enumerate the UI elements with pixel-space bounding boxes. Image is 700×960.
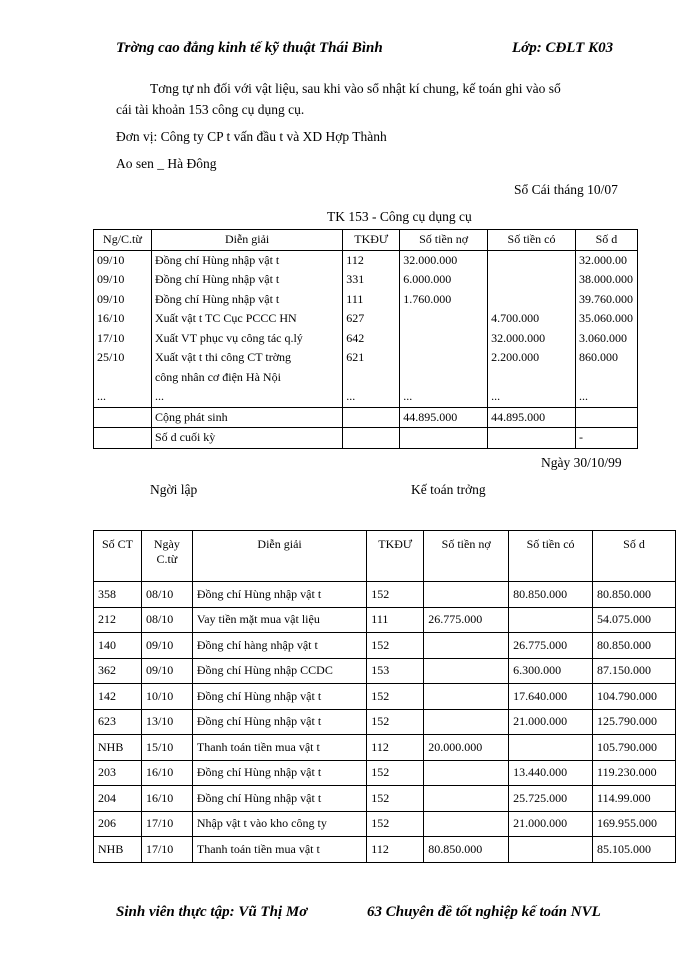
cell-account: 642 [343,329,400,349]
col-header-debit: Số tiền nợ [400,230,488,251]
cell-description: Đồng chí Hùng nhập vật t [151,250,342,270]
journal-cell-credit: 6.300.000 [509,658,593,684]
ledger-month: Sổ Cái tháng 10/07 [514,182,618,197]
journal-cell-balance: 119.230.000 [593,760,676,786]
journal-cell-account: 152 [367,582,424,608]
ledger-row [94,329,638,349]
journal-cell-balance: 80.850.000 [593,633,676,659]
journal-cell-doc-date: 17/10 [141,811,192,837]
journal-cell-description: Đồng chí Hùng nhập vật t [192,709,366,735]
ledger-row [94,387,638,407]
journal-cell-account: 152 [367,633,424,659]
journal-col-header-doc-no: Số CT [94,531,142,582]
cell-description: Đồng chí Hùng nhập vật t [151,290,342,310]
cell-balance: 860.000 [575,348,637,368]
journal-cell-credit: 21.000.000 [509,811,593,837]
journal-cell-doc-date: 09/10 [141,633,192,659]
journal-cell-account: 112 [367,837,424,863]
ledger-row [94,348,638,368]
journal-cell-balance: 87.150.000 [593,658,676,684]
cell-credit: 2.200.000 [488,348,576,368]
journal-cell-debit [424,811,509,837]
cell-debit [400,348,488,368]
cell-date: 09/10 [94,270,152,290]
journal-cell-debit: 80.850.000 [424,837,509,863]
journal-cell-description: Thanh toán tiền mua vật t [192,837,366,863]
cell-date: ... [94,387,152,407]
cell-date: 09/10 [94,250,152,270]
cell-debit [400,309,488,329]
cell-account: 331 [343,270,400,290]
ledger-row [94,407,638,428]
company-unit: Đơn vị: Công ty CP t vấn đầu t và XD Hợp Thành [116,129,387,144]
journal-cell-doc-no: NHB [94,837,142,863]
journal-row [94,786,676,812]
cell-debit: 44.895.000 [400,407,488,428]
cell-credit: 32.000.000 [488,329,576,349]
journal-col-header-debit: Số tiền nợ [424,531,509,582]
journal-cell-credit: 25.725.000 [509,786,593,812]
cell-debit: 6.000.000 [400,270,488,290]
journal-cell-doc-no: NHB [94,735,142,761]
cell-balance: 39.760.000 [575,290,637,310]
journal-table [93,530,676,863]
cell-balance: ... [575,387,637,407]
footer-topic: 63 Chuyên đề tốt nghiệp kế toán NVL [367,904,601,920]
journal-cell-credit: 21.000.000 [509,709,593,735]
journal-cell-doc-date: 16/10 [141,760,192,786]
journal-cell-account: 152 [367,786,424,812]
journal-cell-description: Đồng chí hàng nhập vật t [192,633,366,659]
journal-cell-balance: 125.790.000 [593,709,676,735]
ledger-row [94,428,638,449]
journal-cell-doc-date: 15/10 [141,735,192,761]
col-header-credit: Số tiền có [488,230,576,251]
journal-cell-doc-date: 08/10 [141,607,192,633]
journal-row [94,760,676,786]
journal-cell-description: Đồng chí Hùng nhập vật t [192,760,366,786]
journal-cell-account: 111 [367,607,424,633]
journal-row [94,811,676,837]
journal-row [94,633,676,659]
journal-cell-account: 152 [367,684,424,710]
journal-cell-debit [424,658,509,684]
cell-account [343,368,400,388]
ledger-row [94,309,638,329]
cell-debit [400,329,488,349]
ledger-row [94,290,638,310]
journal-col-header-description: Diễn giải [192,531,366,582]
cell-date: 09/10 [94,290,152,310]
journal-row [94,582,676,608]
cell-account: 111 [343,290,400,310]
cell-description: Xuất vật t thi công CT trờng [151,348,342,368]
cell-debit [400,428,488,449]
signature-date: Ngày 30/10/99 [541,455,622,470]
journal-cell-credit [509,735,593,761]
journal-col-header-credit: Số tiền có [509,531,593,582]
journal-cell-doc-no: 623 [94,709,142,735]
cell-debit: ... [400,387,488,407]
journal-cell-credit: 26.775.000 [509,633,593,659]
journal-cell-doc-no: 204 [94,786,142,812]
cell-description: ... [151,387,342,407]
col-header-date: Ng/C.từ [94,230,152,251]
journal-cell-doc-date: 10/10 [141,684,192,710]
journal-col-header-balance: Số d [593,531,676,582]
journal-cell-doc-no: 206 [94,811,142,837]
cell-account: 112 [343,250,400,270]
col-header-account: TKĐƯ [343,230,400,251]
journal-cell-doc-date: 13/10 [141,709,192,735]
journal-cell-debit: 26.775.000 [424,607,509,633]
cell-account: ... [343,387,400,407]
journal-row [94,735,676,761]
intro-line-2: cái tài khoản 153 công cụ dụng cụ. [116,102,305,117]
cell-balance [575,368,637,388]
chief-accountant-label: Kế toán trởng [411,482,486,497]
cell-description: công nhân cơ điện Hà Nội [151,368,342,388]
journal-cell-doc-date: 16/10 [141,786,192,812]
journal-cell-doc-no: 203 [94,760,142,786]
journal-cell-account: 153 [367,658,424,684]
col-header-description: Diễn giải [151,230,342,251]
cell-balance: - [575,428,637,449]
cell-date: 16/10 [94,309,152,329]
cell-account [343,407,400,428]
cell-debit [400,368,488,388]
journal-cell-doc-no: 212 [94,607,142,633]
journal-cell-balance: 80.850.000 [593,582,676,608]
journal-cell-doc-no: 362 [94,658,142,684]
ledger-row [94,368,638,388]
cell-account: 627 [343,309,400,329]
journal-cell-description: Đồng chí Hùng nhập vật t [192,582,366,608]
cell-description: Đồng chí Hùng nhập vật t [151,270,342,290]
cell-description: Xuất vật t TC Cục PCCC HN [151,309,342,329]
journal-cell-description: Thanh toán tiền mua vật t [192,735,366,761]
cell-date [94,407,152,428]
cell-credit [488,368,576,388]
footer-student: Sinh viên thực tập: Vũ Thị Mơ [116,904,308,920]
journal-cell-credit: 13.440.000 [509,760,593,786]
journal-cell-debit [424,582,509,608]
journal-cell-description: Đồng chí Hùng nhập vật t [192,786,366,812]
journal-cell-account: 152 [367,811,424,837]
journal-cell-balance: 114.99.000 [593,786,676,812]
cell-balance: 3.060.000 [575,329,637,349]
journal-cell-debit [424,633,509,659]
cell-description: Số d cuối kỳ [151,428,342,449]
cell-credit: 44.895.000 [488,407,576,428]
cell-balance: 32.000.00 [575,250,637,270]
journal-cell-doc-date: 09/10 [141,658,192,684]
journal-cell-doc-no: 358 [94,582,142,608]
journal-cell-balance: 85.105.000 [593,837,676,863]
journal-cell-balance: 169.955.000 [593,811,676,837]
cell-debit: 32.000.000 [400,250,488,270]
cell-description: Xuất VT phục vụ công tác q.lý [151,329,342,349]
cell-balance: 35.060.000 [575,309,637,329]
class-header: Lớp: CĐLT K03 [512,40,614,56]
journal-cell-doc-no: 142 [94,684,142,710]
cell-date: 25/10 [94,348,152,368]
ledger-row [94,250,638,270]
journal-cell-account: 112 [367,735,424,761]
journal-cell-description: Đồng chí Hùng nhập CCDC [192,658,366,684]
journal-cell-account: 152 [367,760,424,786]
journal-row [94,709,676,735]
cell-account [343,428,400,449]
journal-cell-credit: 17.640.000 [509,684,593,710]
journal-row [94,658,676,684]
cell-credit [488,290,576,310]
col-header-balance: Số d [575,230,637,251]
journal-cell-credit: 80.850.000 [509,582,593,608]
journal-row [94,607,676,633]
ledger-row [94,270,638,290]
cell-credit: ... [488,387,576,407]
journal-cell-debit [424,684,509,710]
journal-row [94,837,676,863]
journal-row [94,684,676,710]
journal-col-header-doc-date: Ngày C.từ [141,531,192,582]
cell-credit [488,270,576,290]
cell-date: 17/10 [94,329,152,349]
cell-balance: 38.000.000 [575,270,637,290]
ledger-table-title: TK 153 - Công cụ dụng cụ [327,209,472,224]
intro-line-1: Tơng tự nh đối với vật liệu, sau khi vào sổ nhật kí chung, kế toán ghi vào sổ [150,81,561,96]
cell-date [94,428,152,449]
journal-cell-account: 152 [367,709,424,735]
ledger-table-153 [93,229,638,449]
journal-cell-description: Vay tiền mặt mua vật liệu [192,607,366,633]
school-header: Trờng cao đẳng kinh tế kỹ thuật Thái Bình [116,40,383,56]
journal-cell-debit [424,786,509,812]
cell-date [94,368,152,388]
cell-credit: 4.700.000 [488,309,576,329]
journal-cell-debit: 20.000.000 [424,735,509,761]
journal-cell-credit [509,607,593,633]
cell-description: Cộng phát sinh [151,407,342,428]
cell-account: 621 [343,348,400,368]
journal-cell-credit [509,837,593,863]
journal-col-header-account: TKĐƯ [367,531,424,582]
journal-cell-balance: 104.790.000 [593,684,676,710]
journal-cell-doc-date: 08/10 [141,582,192,608]
journal-cell-description: Đồng chí Hùng nhập vật t [192,684,366,710]
preparer-label: Ngời lập [150,482,198,497]
journal-cell-doc-date: 17/10 [141,837,192,863]
journal-cell-debit [424,760,509,786]
journal-cell-description: Nhập vật t vào kho công ty [192,811,366,837]
cell-credit [488,250,576,270]
journal-cell-balance: 54.075.000 [593,607,676,633]
cell-debit: 1.760.000 [400,290,488,310]
cell-balance [575,407,637,428]
journal-cell-balance: 105.790.000 [593,735,676,761]
company-address: Ao sen _ Hà Đông [116,156,217,171]
cell-credit [488,428,576,449]
journal-cell-debit [424,709,509,735]
journal-cell-doc-no: 140 [94,633,142,659]
